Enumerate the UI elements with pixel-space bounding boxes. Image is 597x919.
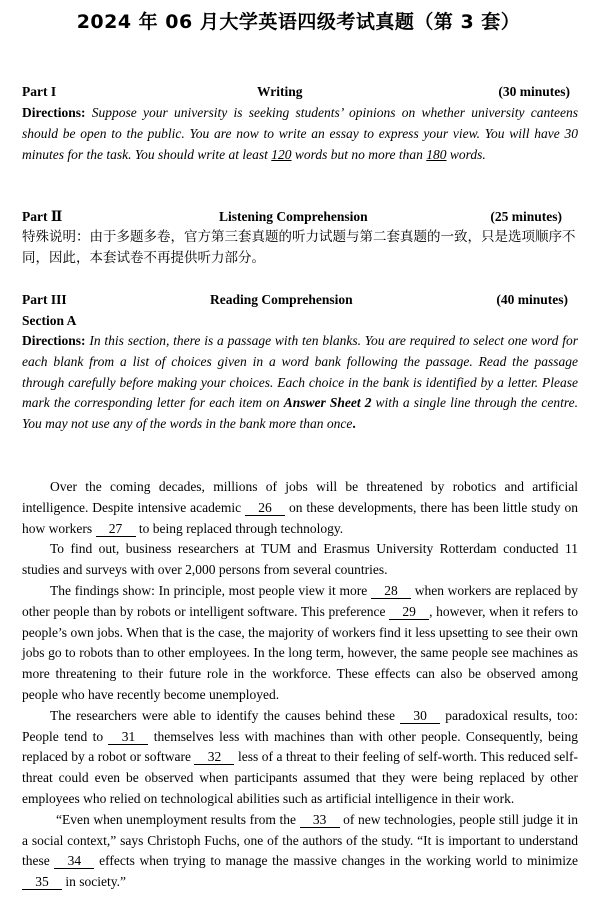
part3-directions [22, 331, 578, 435]
passage-text: “Even when unemployment results from the [56, 811, 300, 827]
part3-time: (40 minutes) [496, 292, 568, 307]
min-words: 120 [271, 146, 292, 162]
paragraph-4 [22, 706, 578, 810]
directions-label: Directions: [22, 333, 86, 348]
part2-label: Part Ⅱ [22, 209, 63, 224]
part1-label: Part I [22, 84, 57, 99]
passage-text: themselves less with machines than with other people. Consequently, being replaced by a robot or software [22, 728, 578, 765]
directions-text: Suppose your university is seeking students’ opinions on whether university canteens should be open to the public. You are now to write an essay to express your view. You will have 30 minutes for the task. You should write at least [22, 105, 578, 162]
blank-35[interactable]: 35 [22, 874, 62, 890]
part2-note: 特殊说明：由于多题多卷，官方第三套真题的听力试题与第二套真题的一致，只是选项顺序不同，因此，本套试卷不再提供听力部分。 [22, 229, 576, 266]
blank-30[interactable]: 30 [400, 708, 440, 724]
part2-name: Listening Comprehension [219, 209, 368, 224]
blank-33[interactable]: 33 [300, 812, 340, 828]
passage-text: Over the coming decades, millions of jobs will be threatened by robotics and artificial intelligence. Despite intensive academic [22, 479, 578, 515]
blank-29[interactable]: 29 [389, 604, 429, 620]
passage-text: paradoxical results, too: People tend to [22, 707, 578, 744]
passage [22, 477, 578, 893]
passage-text: The findings show: In principle, most people view it more [50, 582, 371, 598]
passage-text: in society.” [62, 874, 126, 890]
passage-text: less of a threat to their feeling of self-worth. This reduced self-threat could even be observed when participants assumed that they were being replaced by other employees who relied on technological abilities such as artificial intelligence in their work. [22, 749, 578, 806]
passage-text: , however, when it refers to people’s own jobs. When that is the case, the majority of workers find it less upsetting to see their own jobs go to robots than to other employees. In the long term, however, the same people see machines as more threatening to their future role in the workforce. These effects can also be observed among people who have recently become unemployed. [22, 603, 579, 702]
directions-text: In this section, there is a passage with ten blanks. You are required to select one word for each blank from a list of choices given in a word bank following the passage. Read the passage through carefully before making your choices. Each choice in the bank is identified by a letter. Please mark the corresponding letter for each item on [22, 333, 579, 411]
blank-27[interactable]: 27 [96, 521, 136, 537]
part1-directions [22, 103, 578, 165]
directions-text: words but no more than [291, 146, 427, 162]
paragraph-5 [22, 810, 578, 893]
directions-end: . [352, 416, 356, 432]
section-label: Section A [22, 313, 77, 328]
blank-34[interactable]: 34 [54, 853, 94, 869]
part3-name: Reading Comprehension [210, 292, 353, 307]
passage-text: effects when trying to manage the massive changes in the working world to minimize [94, 853, 578, 869]
passage-text: to being replaced through technology. [135, 520, 344, 536]
part2-time: (25 minutes) [490, 209, 562, 224]
directions-text: words. [446, 146, 486, 162]
directions-text: with a single line through the centre. You may not use any of the words in the bank more than once [22, 395, 578, 432]
passage-text: The researchers were able to identify the causes behind these [50, 707, 401, 723]
blank-28[interactable]: 28 [371, 583, 411, 599]
max-words: 180 [426, 146, 447, 162]
blank-32[interactable]: 32 [194, 749, 234, 765]
page-title: 2024 年 06 月大学英语四级考试真题（第 3 套） [76, 11, 521, 33]
blank-31[interactable]: 31 [108, 729, 148, 745]
paragraph-1 [22, 477, 578, 539]
passage-text: on these developments, there has been little study on how workers [22, 499, 578, 536]
blank-26[interactable]: 26 [245, 500, 285, 516]
answer-sheet: Answer Sheet 2 [283, 395, 372, 411]
passage-text: of new technologies, people still judge it in a social context,” says Christoph Fuchs, one of the authors of the study. “It is important to understand these [22, 811, 578, 869]
part3-label: Part III [22, 292, 67, 307]
passage-text: when workers are replaced by other people than by robots or intelligent software. This preference [22, 582, 578, 619]
part1-name: Writing [257, 84, 303, 99]
part1-time: (30 minutes) [498, 84, 570, 99]
paragraph-3 [22, 581, 578, 706]
directions-label: Directions: [22, 105, 86, 120]
paragraph-2: To find out, business researchers at TUM and Erasmus University Rotterdam conducted 11 studies and surveys with over 2,000 persons from several countries. [22, 541, 578, 578]
